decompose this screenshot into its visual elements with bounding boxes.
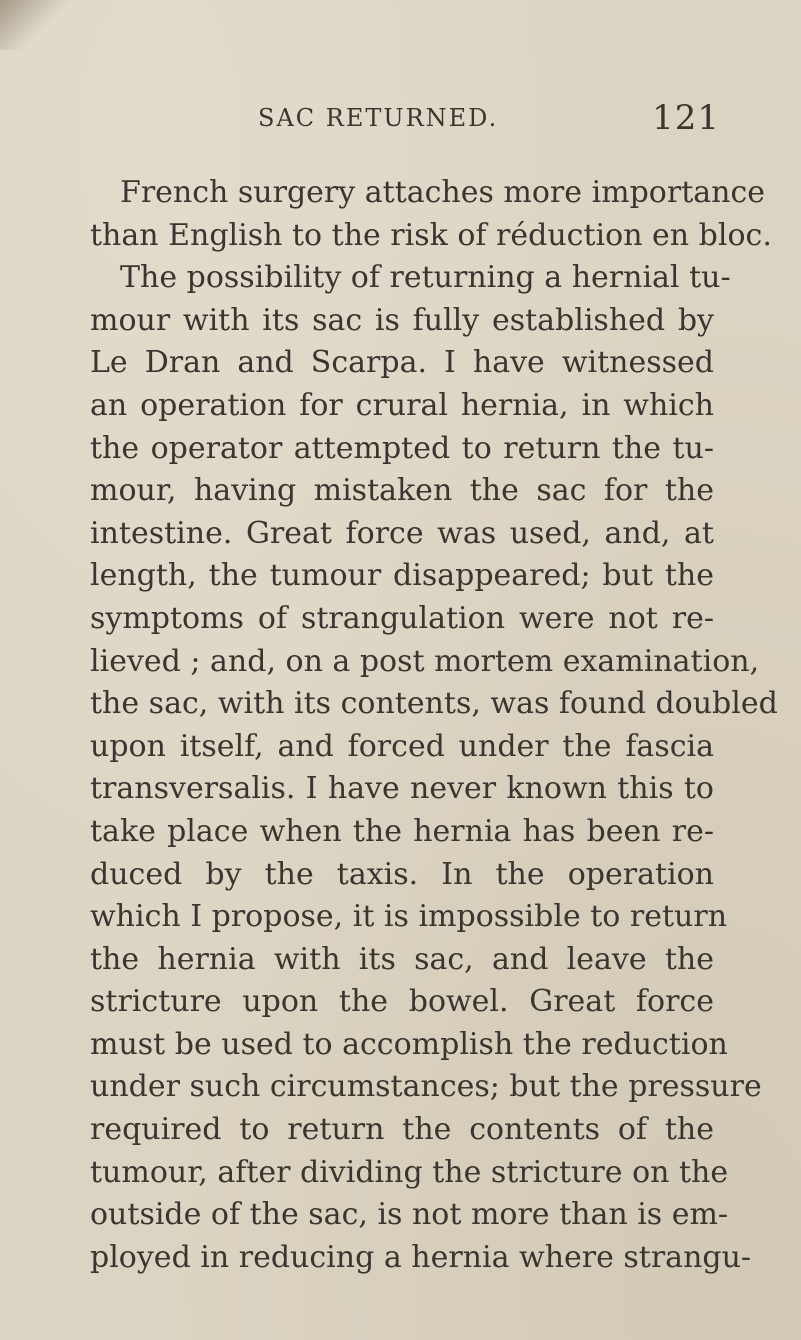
text-line: lieved ; and, on a post mortem examination,	[90, 643, 760, 679]
text-line: must be used to accomplish the reduction	[90, 1026, 728, 1062]
page-corner-shadow	[0, 0, 70, 50]
text-line: under such circumstances; but the pressure	[90, 1069, 762, 1105]
text-line: length, the tumour disappeared; but the	[90, 558, 714, 594]
text-line: The possibility of returning a hernial tu-	[120, 260, 731, 296]
text-line: an operation for crural hernia, in which	[90, 387, 714, 423]
running-header	[140, 98, 720, 144]
text-line: than English to the risk of réduction en bloc.	[90, 217, 772, 253]
text-line: the hernia with its sac, and leave the	[90, 941, 714, 977]
text-line: intestine. Great force was used, and, at	[90, 515, 714, 551]
text-line: the operator attempted to return the tu-	[90, 430, 714, 466]
text-line: upon itself, and forced under the fascia	[90, 728, 714, 764]
text-line: ployed in reducing a hernia where strangu-	[90, 1239, 752, 1275]
text-line: stricture upon the bowel. Great force	[90, 984, 714, 1020]
text-line: symptoms of strangulation were not re-	[90, 600, 714, 636]
text-line: mour with its sac is fully established by	[90, 302, 714, 338]
body-text	[90, 172, 778, 1279]
text-line: tumour, after dividing the stricture on the	[90, 1154, 729, 1190]
text-line: French surgery attaches more importance	[120, 175, 766, 210]
text-line: outside of the sac, is not more than is em-	[90, 1197, 729, 1233]
running-title: SAC RETURNED.	[258, 104, 499, 132]
page-number: 121	[652, 98, 720, 138]
text-line: which I propose, it is impossible to return	[90, 899, 728, 935]
text-line: required to return the contents of the	[90, 1112, 714, 1148]
text-line: Le Dran and Scarpa. I have witnessed	[90, 345, 714, 381]
text-line: the sac, with its contents, was found doubled	[90, 686, 778, 722]
text-line: mour, having mistaken the sac for the	[90, 473, 714, 509]
text-line: transversalis. I have never known this to	[90, 771, 714, 807]
text-line: duced by the taxis. In the operation	[90, 856, 714, 892]
text-line: take place when the hernia has been re-	[90, 813, 714, 849]
